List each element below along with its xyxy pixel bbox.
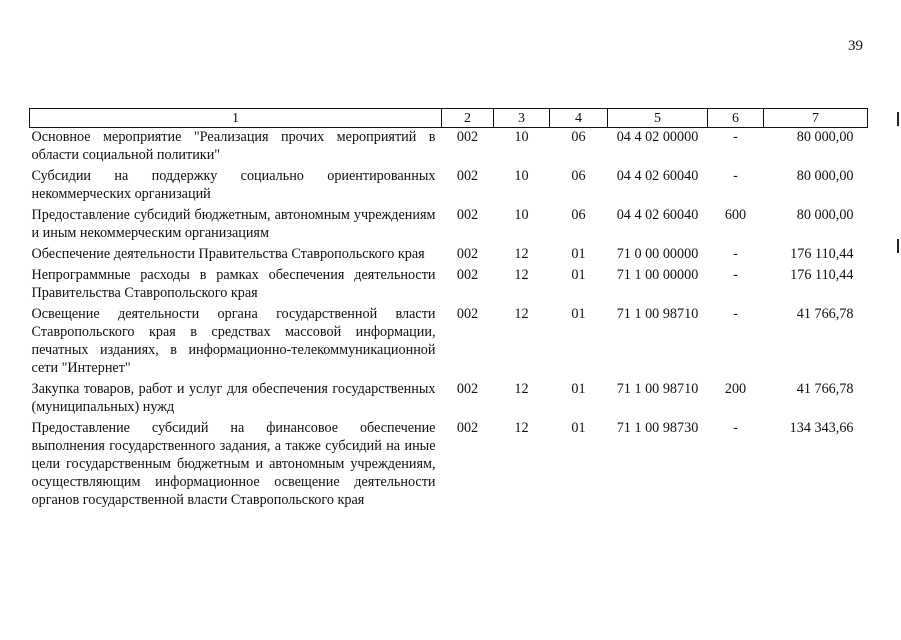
target-article-code: 71 0 00 00000 bbox=[616, 246, 699, 262]
expense-name: Освещение деятельности органа государственной власти Ставропольского края в средствах массовой информации, печатных изданиях, в информационно-телекоммуникационной сети "Интернет" bbox=[31, 306, 436, 376]
expense-type-code: 200 bbox=[724, 381, 747, 397]
ministry-code: 002 bbox=[456, 207, 479, 223]
ministry-code: 002 bbox=[456, 381, 479, 397]
expense-type-code: - bbox=[733, 267, 738, 283]
table-row bbox=[30, 380, 868, 419]
amount: 80 000,00 bbox=[796, 207, 854, 223]
column-header: 1 bbox=[30, 109, 442, 128]
target-article-code: 71 1 00 98730 bbox=[616, 420, 699, 436]
expense-name: Предоставление субсидий на финансовое обеспечение выполнения государственного задания, а также субсидий на иные цели государственным бюджетным и автономным учреждениям, осуществляющим информационное освещение деятельности органов государственной власти Ставропольского края bbox=[31, 420, 436, 508]
column-header: 6 bbox=[708, 109, 764, 128]
subsection-code: 06 bbox=[571, 207, 586, 223]
section-code: 12 bbox=[514, 420, 529, 436]
expense-type-code: - bbox=[733, 306, 738, 322]
ministry-code: 002 bbox=[456, 168, 479, 184]
section-code: 10 bbox=[514, 207, 529, 223]
margin-mark bbox=[897, 112, 899, 126]
section-code: 12 bbox=[514, 306, 529, 322]
expense-type-code: - bbox=[733, 246, 738, 262]
table-row bbox=[30, 128, 868, 168]
amount: 80 000,00 bbox=[796, 168, 854, 184]
subsection-code: 06 bbox=[571, 129, 586, 145]
target-article-code: 04 4 02 60040 bbox=[616, 168, 699, 184]
column-header: 3 bbox=[494, 109, 550, 128]
expense-type-code: - bbox=[733, 129, 738, 145]
section-code: 10 bbox=[514, 129, 529, 145]
amount: 176 110,44 bbox=[790, 246, 854, 262]
section-code: 10 bbox=[514, 168, 529, 184]
expense-name: Закупка товаров, работ и услуг для обеспечения государственных (муниципальных) нужд bbox=[31, 381, 436, 415]
table-row bbox=[30, 206, 868, 245]
column-header: 7 bbox=[764, 109, 868, 128]
ministry-code: 002 bbox=[456, 306, 479, 322]
table-row bbox=[30, 305, 868, 380]
expense-name: Непрограммные расходы в рамках обеспечения деятельности Правительства Ставропольского края bbox=[31, 267, 436, 301]
expense-name: Субсидии на поддержку социально ориентированных некоммерческих организаций bbox=[31, 168, 436, 202]
subsection-code: 01 bbox=[571, 381, 586, 397]
expense-name: Обеспечение деятельности Правительства Ставропольского края bbox=[31, 246, 425, 262]
budget-table bbox=[29, 108, 868, 512]
margin-mark bbox=[897, 239, 899, 253]
ministry-code: 002 bbox=[456, 267, 479, 283]
table-row bbox=[30, 419, 868, 512]
table-row bbox=[30, 167, 868, 206]
section-code: 12 bbox=[514, 267, 529, 283]
table-row bbox=[30, 245, 868, 266]
column-header: 5 bbox=[608, 109, 708, 128]
column-header: 2 bbox=[442, 109, 494, 128]
amount: 134 343,66 bbox=[789, 420, 854, 436]
expense-name: Основное мероприятие "Реализация прочих мероприятий в области социальной политики" bbox=[31, 129, 436, 163]
ministry-code: 002 bbox=[456, 420, 479, 436]
amount: 41 766,78 bbox=[796, 306, 854, 322]
target-article-code: 71 1 00 98710 bbox=[616, 306, 699, 322]
target-article-code: 04 4 02 60040 bbox=[616, 207, 699, 223]
subsection-code: 01 bbox=[571, 267, 586, 283]
target-article-code: 71 1 00 98710 bbox=[616, 381, 699, 397]
ministry-code: 002 bbox=[456, 129, 479, 145]
expense-name: Предоставление субсидий бюджетным, автономным учреждениям и иным некоммерческим организациям bbox=[31, 207, 436, 241]
column-header: 4 bbox=[550, 109, 608, 128]
table-row bbox=[30, 266, 868, 305]
expense-type-code: - bbox=[733, 168, 738, 184]
subsection-code: 01 bbox=[571, 306, 586, 322]
page-number: 39 bbox=[848, 38, 863, 54]
subsection-code: 06 bbox=[571, 168, 586, 184]
column-number-header-row bbox=[30, 109, 868, 128]
amount: 80 000,00 bbox=[796, 129, 854, 145]
section-code: 12 bbox=[514, 246, 529, 262]
expense-type-code: - bbox=[733, 420, 738, 436]
expense-type-code: 600 bbox=[724, 207, 747, 223]
section-code: 12 bbox=[514, 381, 529, 397]
ministry-code: 002 bbox=[456, 246, 479, 262]
subsection-code: 01 bbox=[571, 420, 586, 436]
target-article-code: 04 4 02 00000 bbox=[616, 129, 699, 145]
amount: 41 766,78 bbox=[796, 381, 854, 397]
target-article-code: 71 1 00 00000 bbox=[616, 267, 699, 283]
subsection-code: 01 bbox=[571, 246, 586, 262]
amount: 176 110,44 bbox=[790, 267, 854, 283]
